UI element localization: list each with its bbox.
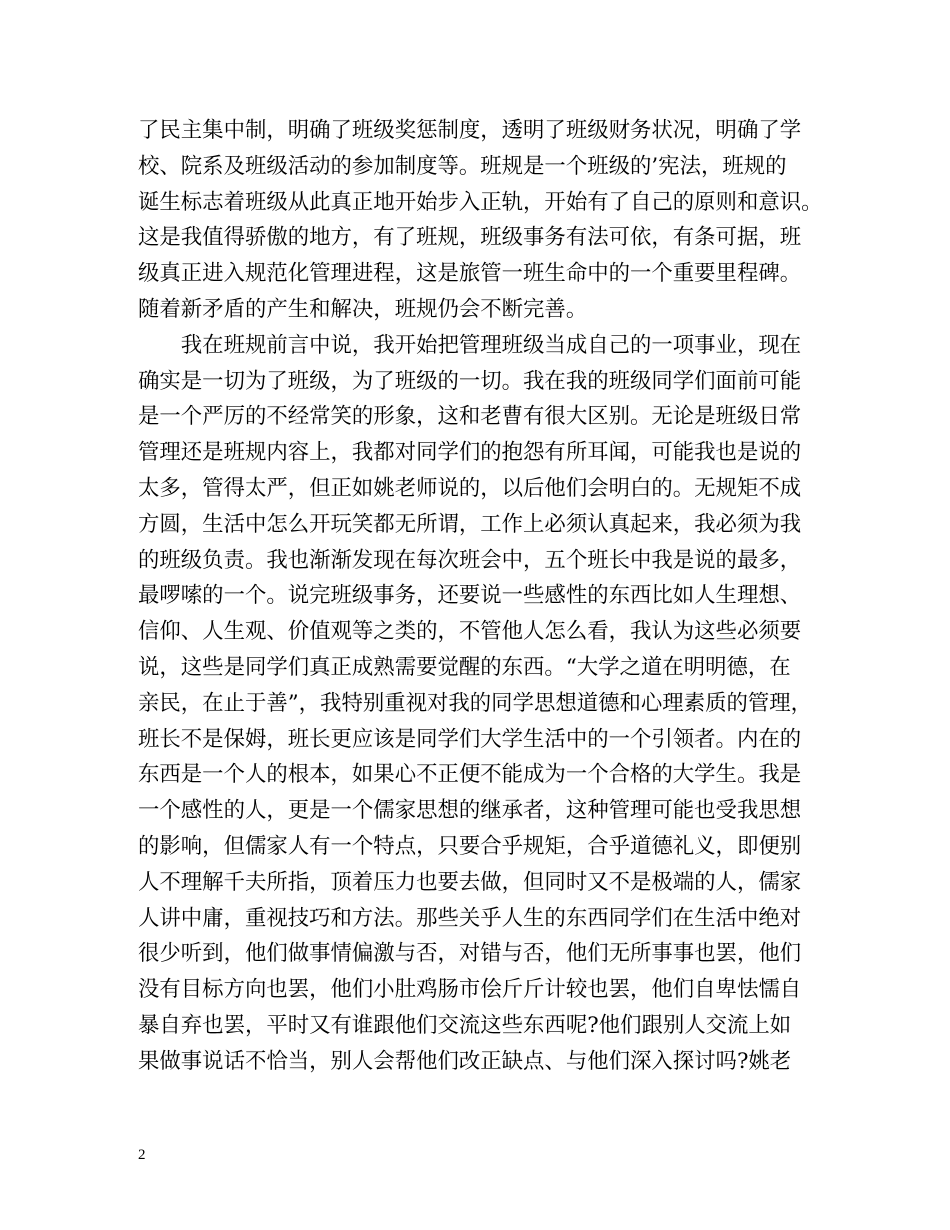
text-line: 很少听到，他们做事情偏激与否，对错与否，他们无所事事也罢，他们 (138, 941, 802, 967)
text-line: 是一个严厉的不经常笑的形象，这和老曹有很大区别。无论是班级日常 (138, 404, 802, 430)
text-line: 一个感性的人，更是一个儒家思想的继承者，这种管理可能也受我思想 (138, 798, 802, 824)
page-number: 2 (138, 1147, 146, 1163)
text-line: 方圆，生活中怎么开玩笑都无所谓，工作上必须认真起来，我必须为我 (138, 511, 802, 537)
text-line: 级真正进入规范化管理进程，这是旅管一班生命中的一个重要里程碑。 (138, 261, 802, 287)
text-line: 随着新矛盾的产生和解决，班规仍会不断完善。 (138, 296, 588, 322)
text-line: 校、院系及班级活动的参加制度等。班规是一个班级的’宪法，班规的 (138, 153, 787, 179)
text-line: 东西是一个人的根本，如果心不正便不能成为一个合格的大学生。我是 (138, 762, 802, 788)
text-line: 暴自弃也罢，平时又有谁跟他们交流这些东西呢?他们跟别人交流上如 (138, 1012, 792, 1038)
text-line: 没有目标方向也罢，他们小肚鸡肠市侩斤斤计较也罢，他们自卑怯懦自 (138, 977, 802, 1003)
text-line: 人不理解千夫所指，顶着压力也要去做，但同时又不是极端的人，儒家 (138, 869, 802, 895)
text-line: 管理还是班规内容上，我都对同学们的抱怨有所耳闻，可能我也是说的 (138, 440, 802, 466)
text-line: 这是我值得骄傲的地方，有了班规，班级事务有法可依，有条可据，班 (138, 225, 802, 251)
text-line: 亲民，在止于善”，我特别重视对我的同学思想道德和心理素质的管理， (138, 690, 813, 716)
text-line: 信仰、人生观、价值观等之类的，不管他人怎么看，我认为这些必须要 (138, 619, 802, 645)
text-line: 的班级负责。我也渐渐发现在每次班会中，五个班长中我是说的最多， (138, 547, 802, 573)
text-line: 最啰嗦的一个。说完班级事务，还要说一些感性的东西比如人生理想、 (138, 583, 802, 609)
text-line: 了民主集中制，明确了班级奖惩制度，透明了班级财务状况，明确了学 (138, 118, 802, 143)
text-line: 班长不是保姆，班长更应该是同学们大学生活中的一个引领者。内在的 (138, 726, 802, 752)
text-line: 我在班规前言中说，我开始把管理班级当成自己的一项事业，现在 (138, 332, 802, 358)
text-line: 确实是一切为了班级，为了班级的一切。我在我的班级同学们面前可能 (138, 368, 802, 394)
body-text (138, 113, 828, 1080)
text-line: 太多，管得太严，但正如姚老师说的，以后他们会明白的。无规矩不成 (138, 475, 802, 501)
text-line: 人讲中庸，重视技巧和方法。那些关乎人生的东西同学们在生活中绝对 (138, 905, 802, 931)
text-line: 说，这些是同学们真正成熟需要觉醒的东西。“大学之道在明明德，在 (138, 654, 791, 680)
text-line: 果做事说话不恰当，别人会帮他们改正缺点、与他们深入探讨吗?姚老 (138, 1048, 792, 1074)
text-line: 诞生标志着班级从此真正地开始步入正轨，开始有了自己的原则和意识。 (138, 189, 823, 215)
text-line: 的影响，但儒家人有一个特点，只要合乎规矩，合乎道德礼义，即便别 (138, 833, 802, 859)
